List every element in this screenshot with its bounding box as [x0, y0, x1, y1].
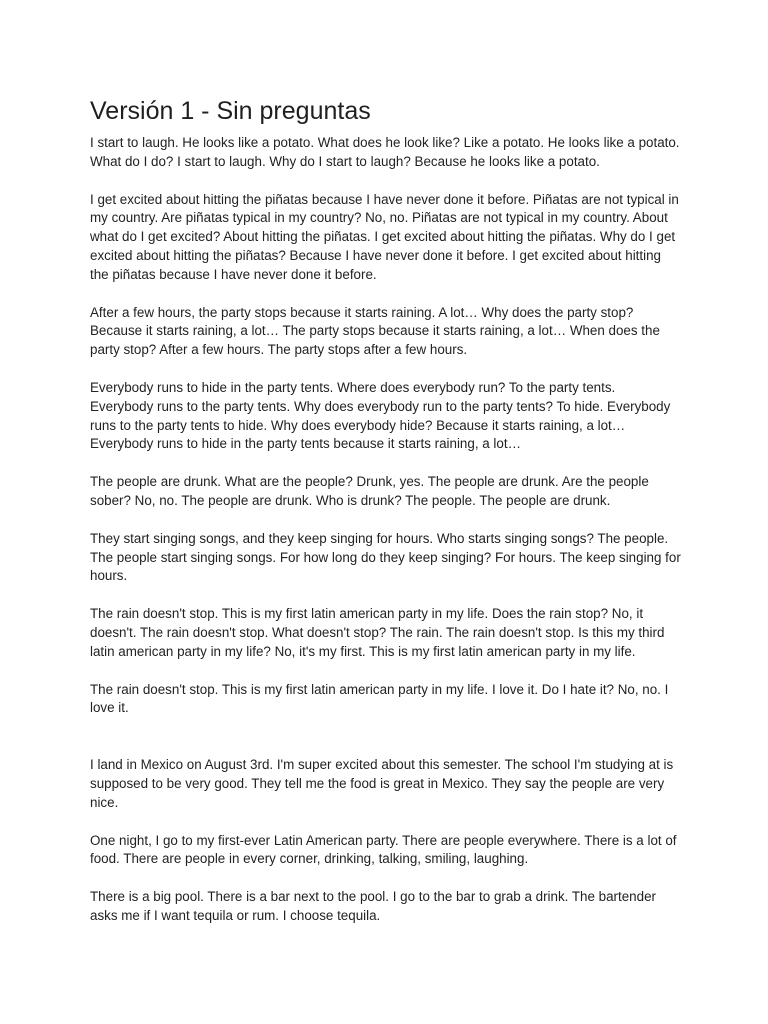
- paragraph-party-stops: After a few hours, the party stops because it starts raining. A lot… Why does the party stop? Because it starts raining, a lot… The party stops because it starts raining, a lot… When does the party stop? After a few hours. The party stops after a few hours.: [90, 304, 660, 358]
- paragraph-pinatas: I get excited about hitting the piñatas because I have never done it before. Piñatas are not typical in my country. Are piñatas typical in my country? No, no. Piñatas are not typical in my country. About what do I get excited? About hitting the piñatas. I get excited about hitting the piñatas. Why do I get excited about hitting the piñatas? Because I have never done it before. I get excited about hitting the piñatas because I have never done it before.: [90, 191, 679, 282]
- paragraph-people-drunk: The people are drunk. What are the people? Drunk, yes. The people are drunk. Are the people sober? No, no. The people are drunk. Who is drunk? The people. The people are drunk.: [90, 474, 649, 508]
- paragraph-pool-bar: There is a big pool. There is a bar next to the pool. I go to the bar to grab a drink. The bartender asks me if I want tequila or rum. I choose tequila.: [90, 889, 656, 923]
- paragraph-rain-first-party: The rain doesn't stop. This is my first latin american party in my life. Does the rain stop? No, it doesn't. The rain doesn't stop. What doesn't stop? The rain. The rain doesn't stop. Is this my third latin american party in my life? No, it's my first. This is my first latin american party in my life.: [90, 606, 665, 659]
- paragraph-party-tents: Everybody runs to hide in the party tents. Where does everybody run? To the party tents. Everybody runs to the party tents. Why does everybody run to the party tents? To hide. Everybody runs to the party tents to hide. Why does everybody hide? Because it starts raining, a lot… Everybody runs to hide in the party tents because it starts raining, a lot…: [90, 379, 671, 452]
- paragraph-first-party: One night, I go to my first-ever Latin American party. There are people everywhere. There is a lot of food. There are people in every corner, drinking, talking, smiling, laughing.: [90, 832, 677, 867]
- paragraph-singing: They start singing songs, and they keep singing for hours. Who starts singing songs? The people. The people start singing songs. For how long do they keep singing? For hours. The keep singing for hours.: [90, 530, 681, 584]
- paragraph-land-mexico: I land in Mexico on August 3rd. I'm super excited about this semester. The school I'm studying at is supposed to be very good. They tell me the food is great in Mexico. They say the people are very nice.: [90, 757, 674, 810]
- document-title: Versión 1 - Sin preguntas: [90, 97, 371, 125]
- paragraph-love-it: The rain doesn't stop. This is my first latin american party in my life. I love it. Do I hate it? No, no. I love it.: [90, 681, 669, 716]
- document-page: [90, 96, 682, 945]
- paragraph-potato: I start to laugh. He looks like a potato. What does he look like? Like a potato. He looks like a potato. What do I do? I start to laugh. Why do I start to laugh? Because he looks like a potato.: [90, 135, 680, 169]
